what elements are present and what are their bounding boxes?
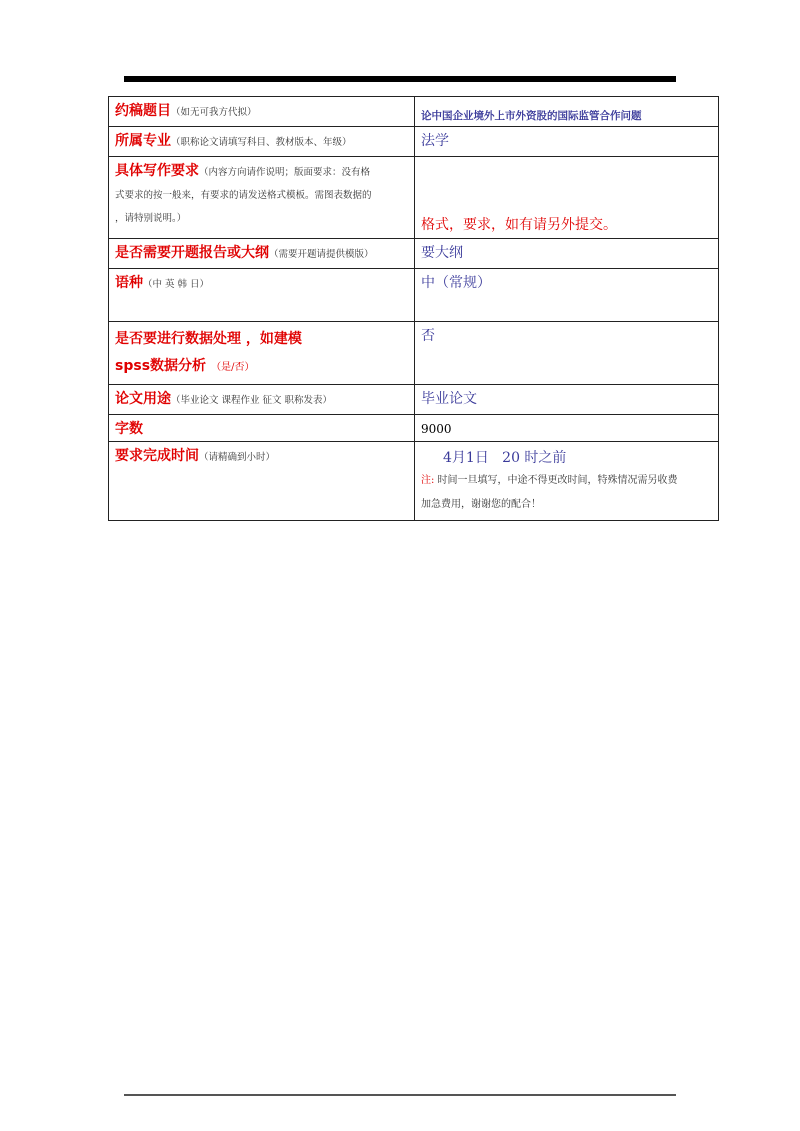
value-cell — [415, 157, 719, 239]
field-hint: （内容方向请作说明；版面要求：没有格 — [199, 167, 371, 178]
field-hint: （请精确到小时） — [199, 452, 276, 463]
note-text: 加急费用，谢谢您的配合！ — [421, 499, 541, 510]
field-hint: 式要求的按一般来，有要求的请发送格式模板。需图表数据的 — [115, 190, 372, 201]
field-label: 所属专业 — [115, 133, 171, 149]
field-hint: ，请特别说明。） — [115, 213, 187, 224]
field-hint: （是/否） — [211, 362, 255, 373]
field-label: 要求完成时间 — [115, 448, 199, 464]
field-hint: （中 英 韩 日） — [143, 279, 210, 290]
label-cell — [109, 442, 415, 521]
field-label: 语种 — [115, 275, 143, 291]
field-hint: （职称论文请填写科目、教材版本、年级） — [171, 137, 352, 148]
table-row — [109, 157, 719, 239]
label-cell — [109, 157, 415, 239]
table-row — [109, 322, 719, 385]
field-value: 法学 — [421, 133, 449, 149]
label-cell — [109, 127, 415, 157]
value-cell — [415, 415, 719, 442]
table-row — [109, 97, 719, 127]
field-label: 字数 — [115, 421, 143, 437]
field-label: 是否需要开题报告或大纲 — [115, 245, 269, 261]
note-text: 时间一旦填写，中途不得更改时间，特殊情况需另收费 — [434, 475, 678, 486]
value-cell — [415, 269, 719, 322]
table-row — [109, 239, 719, 269]
field-label: 具体写作要求 — [115, 163, 199, 179]
label-cell — [109, 415, 415, 442]
field-label: 是否要进行数据处理 ，如建模 — [115, 331, 302, 347]
field-value: 格式，要求，如有请另外提交。 — [421, 217, 617, 233]
value-cell — [415, 97, 719, 127]
header-rule — [124, 76, 676, 82]
label-cell — [109, 239, 415, 269]
field-value: 9000 — [421, 422, 452, 436]
table-row — [109, 269, 719, 322]
field-value-title: 论中国企业境外上市外资股的国际监管合作问题 — [421, 110, 642, 122]
table-row — [109, 442, 719, 521]
value-cell — [415, 442, 719, 521]
value-cell — [415, 322, 719, 385]
label-cell — [109, 97, 415, 127]
field-label: spss数据分析 — [115, 358, 207, 374]
value-cell — [415, 239, 719, 269]
field-hint: （需要开题请提供模版） — [269, 249, 374, 260]
table-row — [109, 415, 719, 442]
field-value: 毕业论文 — [421, 391, 477, 407]
field-value: 要大纲 — [421, 245, 463, 261]
field-hint: （毕业论文 课程作业 征文 职称发表） — [171, 395, 333, 406]
field-value: 否 — [421, 328, 435, 344]
table-row — [109, 127, 719, 157]
label-cell — [109, 322, 415, 385]
field-value: 中（常规） — [421, 275, 491, 291]
note-prefix: 注: — [421, 475, 435, 486]
value-cell — [415, 127, 719, 157]
order-form-table — [108, 96, 719, 521]
field-label: 约稿题目 — [115, 103, 171, 119]
table-row — [109, 385, 719, 415]
field-hint: （如无可我方代拟） — [171, 107, 257, 118]
deadline-value: 4月1日 20 时之前 — [443, 450, 567, 466]
value-cell — [415, 385, 719, 415]
label-cell — [109, 385, 415, 415]
label-cell — [109, 269, 415, 322]
field-label: 论文用途 — [115, 391, 171, 407]
footer-rule — [124, 1094, 676, 1096]
